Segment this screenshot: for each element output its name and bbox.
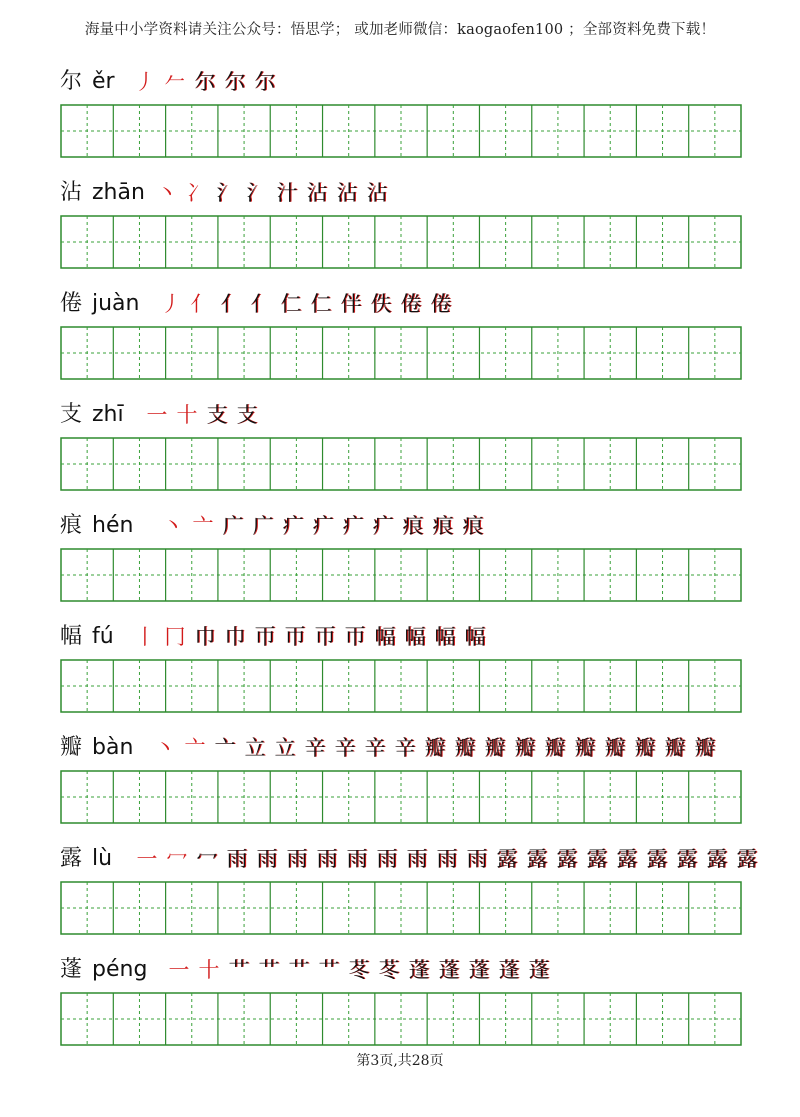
character-entry	[60, 286, 742, 380]
stroke-step: 帀	[314, 625, 336, 649]
character-entry	[60, 841, 758, 935]
stroke-step: 雨	[376, 847, 398, 871]
writing-grid[interactable]	[60, 215, 742, 269]
stroke-step: 疒	[342, 514, 364, 538]
page-footer: 第3页,共28页	[356, 1053, 444, 1069]
stroke-step: 汁	[276, 181, 298, 205]
character-entry	[60, 952, 742, 1046]
pinyin-label: péng	[92, 957, 148, 982]
stroke-step: 冖	[166, 847, 188, 871]
stroke-step: 尔	[194, 70, 216, 94]
stroke-step: 巾	[194, 625, 216, 649]
stroke-step: 辛	[304, 736, 326, 760]
stroke-order	[150, 730, 720, 766]
stroke-step: 雨	[346, 847, 368, 871]
character-label: 蓬	[60, 957, 83, 982]
stroke-step: 巾	[224, 625, 246, 649]
stroke-step: 露	[556, 847, 578, 871]
stroke-step: 丨	[134, 625, 156, 649]
stroke-step: 幅	[434, 625, 456, 649]
stroke-step: 一	[168, 958, 190, 982]
pinyin-label: zhān	[92, 180, 145, 205]
stroke-step: 瓣	[604, 736, 626, 760]
stroke-step: 丶	[162, 514, 184, 538]
stroke-step: 雨	[256, 847, 278, 871]
pinyin-label: ěr	[92, 69, 115, 94]
character-entry	[60, 619, 742, 713]
stroke-order	[156, 286, 456, 322]
stroke-step: 沾	[366, 181, 388, 205]
stroke-step: 亻	[220, 292, 242, 316]
stroke-step: 辛	[364, 736, 386, 760]
stroke-step: 蓬	[438, 958, 460, 982]
stroke-step: 瓣	[424, 736, 446, 760]
stroke-step: 仁	[280, 292, 302, 316]
stroke-step: 蓬	[498, 958, 520, 982]
stroke-step: 瓣	[634, 736, 656, 760]
stroke-step: 尔	[224, 70, 246, 94]
stroke-step: 痕	[432, 514, 454, 538]
stroke-step: 仁	[310, 292, 332, 316]
stroke-step: 雨	[466, 847, 488, 871]
stroke-step: 支	[206, 403, 228, 427]
stroke-step: 丶	[156, 181, 178, 205]
stroke-step: 亠	[184, 736, 206, 760]
stroke-order	[142, 397, 262, 433]
stroke-step: 亠	[192, 514, 214, 538]
stroke-step: 立	[244, 736, 266, 760]
stroke-step: 帀	[254, 625, 276, 649]
stroke-step: 佚	[370, 292, 392, 316]
stroke-step: 亻	[250, 292, 272, 316]
stroke-step: 丶	[154, 736, 176, 760]
stroke-step: 幅	[404, 625, 426, 649]
stroke-step: 帀	[284, 625, 306, 649]
writing-grid[interactable]	[60, 326, 742, 380]
stroke-order	[130, 64, 280, 100]
stroke-order	[158, 508, 488, 544]
stroke-step: 瓣	[574, 736, 596, 760]
stroke-step: 亠	[214, 736, 236, 760]
stroke-step: 瓣	[694, 736, 716, 760]
stroke-step: 倦	[430, 292, 452, 316]
stroke-step: 广	[222, 514, 244, 538]
stroke-order	[164, 952, 554, 988]
page-header: 海量中小学资料请关注公众号：悟思学； 或加老师微信：kaogaofen100 ；全部资料免费下载！	[84, 22, 716, 38]
stroke-step: 冫	[186, 181, 208, 205]
stroke-step: 瓣	[664, 736, 686, 760]
stroke-step: 十	[176, 403, 198, 427]
stroke-step: 丿	[134, 70, 156, 94]
character-label: 支	[60, 402, 83, 427]
stroke-step: 十	[198, 958, 220, 982]
stroke-step: 蓬	[528, 958, 550, 982]
stroke-step: 沾	[306, 181, 328, 205]
stroke-step: 露	[496, 847, 518, 871]
stroke-step: 露	[676, 847, 698, 871]
stroke-step: 疒	[312, 514, 334, 538]
stroke-step: 丿	[160, 292, 182, 316]
entry-title	[60, 397, 742, 433]
pinyin-label: juàn	[92, 291, 140, 316]
stroke-step: 瓣	[514, 736, 536, 760]
entry-title	[60, 619, 742, 655]
entry-title	[60, 175, 742, 211]
stroke-step: 帀	[344, 625, 366, 649]
stroke-step: 辛	[334, 736, 356, 760]
stroke-step: 苳	[378, 958, 400, 982]
character-label: 幅	[60, 624, 83, 649]
stroke-step: 艹	[288, 958, 310, 982]
entry-title	[60, 841, 758, 877]
stroke-step: 伴	[340, 292, 362, 316]
character-label: 露	[60, 846, 83, 871]
pinyin-label: fú	[92, 624, 114, 649]
stroke-step: 幅	[374, 625, 396, 649]
stroke-step: 艹	[258, 958, 280, 982]
writing-grid[interactable]	[60, 104, 742, 158]
stroke-step: 雨	[316, 847, 338, 871]
stroke-step: 雨	[226, 847, 248, 871]
stroke-step: 倦	[400, 292, 422, 316]
character-label: 沾	[60, 180, 83, 205]
entry-title	[60, 730, 742, 766]
stroke-step: 艹	[228, 958, 250, 982]
stroke-step: 瓣	[484, 736, 506, 760]
stroke-step: 痕	[462, 514, 484, 538]
entry-title	[60, 286, 742, 322]
character-entry	[60, 175, 742, 269]
stroke-step: 露	[646, 847, 668, 871]
stroke-step: 露	[706, 847, 728, 871]
stroke-step: 辛	[394, 736, 416, 760]
stroke-step: 露	[616, 847, 638, 871]
pinyin-label: bàn	[92, 735, 134, 760]
writing-grid[interactable]	[60, 770, 742, 824]
stroke-step: 氵	[246, 181, 268, 205]
stroke-step: 一	[146, 403, 168, 427]
stroke-step: 𠂉	[164, 70, 186, 94]
pinyin-label: zhī	[92, 402, 124, 427]
character-label: 尔	[60, 69, 83, 94]
stroke-step: 沾	[336, 181, 358, 205]
stroke-step: 亻	[190, 292, 212, 316]
character-entry	[60, 508, 742, 602]
character-entry	[60, 730, 742, 824]
stroke-step: 苳	[348, 958, 370, 982]
stroke-order	[152, 175, 392, 211]
character-label: 痕	[60, 513, 83, 538]
stroke-step: 支	[236, 403, 258, 427]
stroke-step: 尔	[254, 70, 276, 94]
stroke-step: 广	[252, 514, 274, 538]
stroke-step: 立	[274, 736, 296, 760]
pinyin-label: lù	[92, 846, 113, 871]
stroke-step: 疒	[282, 514, 304, 538]
character-entry	[60, 397, 742, 491]
writing-grid[interactable]	[60, 437, 742, 491]
stroke-step: 幅	[464, 625, 486, 649]
stroke-step: 瓣	[454, 736, 476, 760]
entry-title	[60, 952, 742, 988]
stroke-step: 一	[136, 847, 158, 871]
stroke-step: 露	[736, 847, 758, 871]
stroke-step: 蓬	[408, 958, 430, 982]
stroke-step: 雨	[406, 847, 428, 871]
entry-title	[60, 64, 742, 100]
writing-grid[interactable]	[60, 881, 742, 935]
stroke-step: 冖	[196, 847, 218, 871]
stroke-step: 蓬	[468, 958, 490, 982]
writing-grid[interactable]	[60, 548, 742, 602]
stroke-step: 露	[526, 847, 548, 871]
stroke-step: 疒	[372, 514, 394, 538]
character-label: 倦	[60, 291, 83, 316]
entry-title	[60, 508, 742, 544]
writing-grid[interactable]	[60, 992, 742, 1046]
stroke-order	[132, 841, 762, 877]
stroke-step: 艹	[318, 958, 340, 982]
character-label: 瓣	[60, 735, 83, 760]
stroke-step: 雨	[286, 847, 308, 871]
writing-grid[interactable]	[60, 659, 742, 713]
stroke-step: 氵	[216, 181, 238, 205]
pinyin-label: hén	[92, 513, 134, 538]
stroke-step: 露	[586, 847, 608, 871]
stroke-step: 雨	[436, 847, 458, 871]
stroke-step: 冂	[164, 625, 186, 649]
character-entry	[60, 64, 742, 158]
stroke-order	[130, 619, 490, 655]
stroke-step: 瓣	[544, 736, 566, 760]
stroke-step: 痕	[402, 514, 424, 538]
